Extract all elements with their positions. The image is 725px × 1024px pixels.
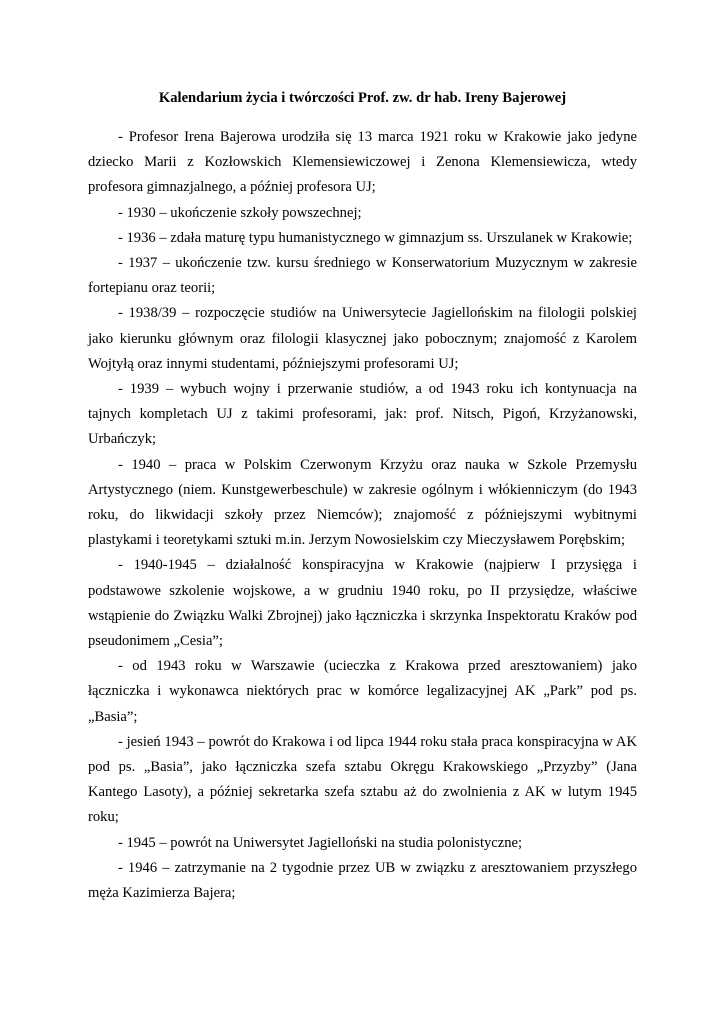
chronology-entry: - 1939 – wybuch wojny i przerwanie studiów, a od 1943 roku ich kontynuacja na tajnych kompletach UJ z takimi profesorami, jak: prof. Nitsch, Pigoń, Krzyżanowski, Urbańczyk; (88, 381, 637, 448)
chronology-entry: - 1930 – ukończenie szkoły powszechnej; (118, 204, 362, 221)
chronology-entry: - 1938/39 – rozpoczęcie studiów na Uniwersytecie Jagiellońskim na filologii polskiej jako kierunku głównym oraz filologii klasycznej jako pobocznym; znajomość z Karolem Wojtyłą oraz innymi studentami, późniejszymi profesorami UJ; (88, 305, 637, 372)
chronology-entry: - 1940-1945 – działalność konspiracyjna w Krakowie (najpierw I przysięga i podstawowe szkolenie wojskowe, a w grudniu 1940 roku, po II przysiędze, właściwe wstąpienie do Związku Walki Zbrojnej) jako łączniczka i skrzynka Inspektoratu Kraków pod pseudonimem „Cesia”; (88, 557, 637, 650)
chronology-entry: - 1946 – zatrzymanie na 2 tygodnie przez UB w związku z aresztowaniem przyszłego męża Kazimierza Bajera; (88, 859, 637, 902)
chronology-entry: - Profesor Irena Bajerowa urodziła się 13 marca 1921 roku w Krakowie jako jedyne dziecko Marii z Kozłowskich Klemensiewiczowej i Zenona Klemensiewicza, wtedy profesora gimnazjalnego, a później profesora UJ; (88, 129, 637, 196)
chronology-entry: - 1936 – zdała maturę typu humanistycznego w gimnazjum ss. Urszulanek w Krakowie; (118, 229, 633, 246)
chronology-entry: - 1937 – ukończenie tzw. kursu średniego w Konserwatorium Muzycznym w zakresie fortepianu oraz teorii; (88, 255, 637, 297)
document-title: Kalendarium życia i twórczości Prof. zw. dr hab. Ireny Bajerowej (158, 90, 567, 106)
chronology-entry: - jesień 1943 – powrót do Krakowa i od lipca 1944 roku stała praca konspiracyjna w AK pod ps. „Basia”, jako łączniczka szefa sztabu Okręgu Krakowskiego „Przyzby” (Jana Kantego Lasoty), a później sekretarka szefa sztabu aż do zwolnienia z AK w lutym 1945 roku; (88, 733, 637, 826)
chronology-entry: - od 1943 roku w Warszawie (ucieczka z Krakowa przed aresztowaniem) jako łączniczka i wykonawca niektórych prac w komórce legalizacyjnej AK „Park” pod ps. „Basia”; (88, 658, 637, 725)
chronology-list (88, 125, 637, 906)
chronology-entry: - 1945 – powrót na Uniwersytet Jagielloński na studia polonistyczne; (118, 834, 523, 851)
chronology-entry: - 1940 – praca w Polskim Czerwonym Krzyżu oraz nauka w Szkole Przemysłu Artystycznego (niem. Kunstgewerbeschule) w zakresie ogólnym i włókienniczym (do 1943 roku, do likwidacji szkoły przez Niemców); znajomość z późniejszymi wybitnymi plastykami i teoretykami sztuki m.in. Jerzym Nowosielskim czy Mieczysławem Porębskim; (88, 456, 637, 549)
